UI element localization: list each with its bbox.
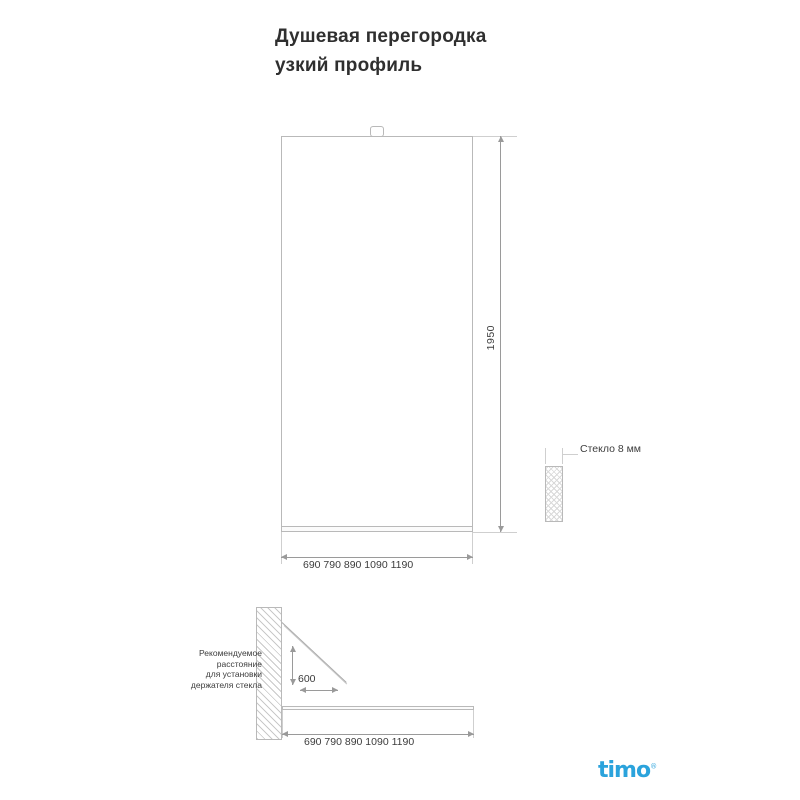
installation-note	[168, 648, 262, 690]
bottom-profile	[281, 526, 473, 532]
ext-line-section-left	[545, 448, 546, 464]
arrow-holder-top	[290, 646, 296, 652]
dimension-label-height: 1950	[485, 325, 497, 351]
ext-line-bottom	[473, 532, 517, 533]
note-line-1: Рекомендуемое	[199, 648, 262, 658]
dimension-line-height	[500, 136, 501, 532]
brand-logo	[598, 758, 658, 784]
logo-trademark: ®	[650, 762, 657, 771]
ext-line-section-right	[562, 448, 563, 464]
arrow-holder-h-left	[300, 687, 306, 693]
glass-thickness-label: Стекло 8 мм	[580, 443, 642, 455]
dimension-line-width-plan	[282, 734, 474, 735]
logo-text: timo	[598, 758, 651, 783]
arrow-height-top	[498, 136, 504, 142]
glass-panel-plan	[282, 706, 474, 710]
ext-line-top	[473, 136, 517, 137]
arrow-width-left-elev	[281, 554, 287, 560]
note-line-3: для установки	[205, 669, 262, 679]
title-line-1: Душевая перегородка	[275, 26, 487, 47]
note-line-2: расстояние	[216, 658, 262, 669]
glass-leader-line	[562, 454, 578, 455]
arrow-width-right-elev	[467, 554, 473, 560]
dimension-label-width-elev: 690 790 890 1090 1190	[303, 559, 414, 571]
dimension-line-width-elev	[281, 557, 473, 558]
note-line-4: держателя стекла	[190, 679, 262, 690]
dimension-label-holder: 600	[298, 673, 316, 685]
arrow-height-bottom	[498, 526, 504, 532]
arrow-width-right-plan	[468, 731, 474, 737]
arrow-holder-h-right	[332, 687, 338, 693]
title-line-2: узкий профиль	[275, 55, 423, 76]
arrow-width-left-plan	[282, 731, 288, 737]
page-title	[275, 22, 695, 80]
glass-thickness-section	[545, 466, 563, 522]
arrow-holder-bottom	[290, 679, 296, 685]
dimension-label-width-plan: 690 790 890 1090 1190	[304, 736, 415, 748]
glass-panel-elevation	[281, 136, 473, 532]
